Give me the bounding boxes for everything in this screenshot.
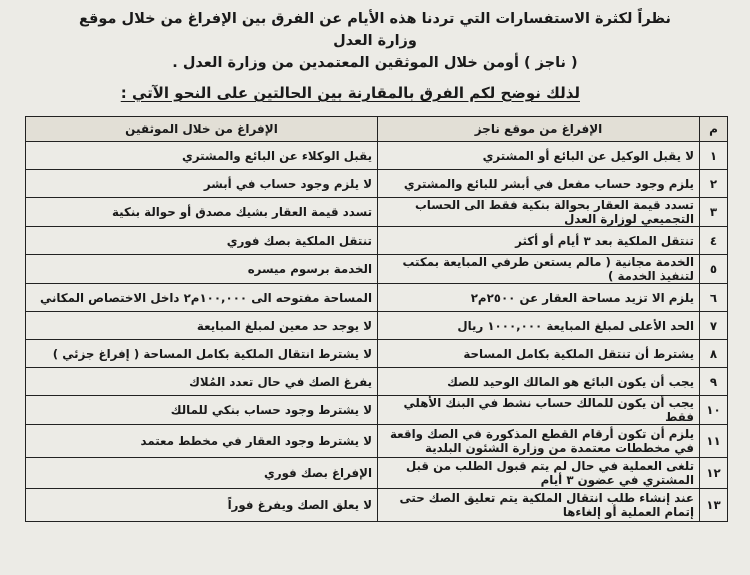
najiz-cell: الحد الأعلى لمبلغ المبايعة ١٠٠٠,٠٠٠ ريال xyxy=(378,312,700,340)
najiz-cell: تلغى العملية في حال لم يتم قبول الطلب من قبل المشتري في عضون ٣ أيام xyxy=(378,458,700,489)
notaries-cell: لا يشترط وجود حساب بنكي للمالك xyxy=(26,396,378,425)
row-number: ٧ xyxy=(700,312,728,340)
najiz-cell: الخدمة مجانية ( مالم يستعن طرفي المبايعة بمكتب لتنفيذ الخدمة ) xyxy=(378,255,700,284)
notaries-cell: المساحة مفتوحه الى ١٠٠,٠٠٠م٢ داخل الاختصاص المكاني xyxy=(26,284,378,312)
table-row xyxy=(26,198,728,227)
intro-line-2: ( ناجز ) أومن خلال الموثقين المعتمدين من وزارة العدل . xyxy=(172,55,578,71)
notaries-cell: يفرغ الصك في حال تعدد المُلاك xyxy=(26,368,378,396)
table-row xyxy=(26,458,728,489)
header-notaries: الإفراغ من خلال الموثقين xyxy=(26,117,378,142)
table-header-row xyxy=(26,117,728,142)
table-row xyxy=(26,396,728,425)
table-row xyxy=(26,227,728,255)
row-number: ٣ xyxy=(700,198,728,227)
comparison-table xyxy=(25,116,728,522)
najiz-cell: لا يقبل الوكيل عن البائع أو المشتري xyxy=(378,142,700,170)
najiz-cell: يلزم أن تكون أرقام القطع المذكورة في الصك واقعة في مخططات معتمدة من وزارة الشئون البلدية xyxy=(378,425,700,458)
najiz-cell: يشترط أن تنتقل الملكية بكامل المساحة xyxy=(378,340,700,368)
najiz-cell: تنتقل الملكية بعد ٣ أيام أو أكثر xyxy=(378,227,700,255)
row-number: ١ xyxy=(700,142,728,170)
row-number: ١٢ xyxy=(700,458,728,489)
row-number: ١٠ xyxy=(700,396,728,425)
table-row xyxy=(26,368,728,396)
notaries-cell: لا يوجد حد معين لمبلغ المبايعة xyxy=(26,312,378,340)
intro-text xyxy=(70,8,680,74)
row-number: ٤ xyxy=(700,227,728,255)
section-title: لذلك نوضح لكم الفرق بالمقارنة بين الحالتين على النحو الآتي : xyxy=(120,84,580,102)
najiz-cell: عند إنشاء طلب انتقال الملكية يتم تعليق الصك حتى إتمام العملية أو إلغاءها xyxy=(378,489,700,522)
header-num: م xyxy=(700,117,728,142)
row-number: ١١ xyxy=(700,425,728,458)
najiz-cell: يجب أن يكون للمالك حساب نشط في البنك الأهلي فقط xyxy=(378,396,700,425)
row-number: ٩ xyxy=(700,368,728,396)
row-number: ٦ xyxy=(700,284,728,312)
table-row xyxy=(26,340,728,368)
notaries-cell: لا يلزم وجود حساب في أبشر xyxy=(26,170,378,198)
row-number: ١٣ xyxy=(700,489,728,522)
row-number: ٢ xyxy=(700,170,728,198)
notaries-cell: لا يعلق الصك ويفرغ فوراً xyxy=(26,489,378,522)
notaries-cell: لا يشترط وجود العقار في مخطط معتمد xyxy=(26,425,378,458)
table-row xyxy=(26,170,728,198)
najiz-cell: يجب أن يكون البائع هو المالك الوحيد للصك xyxy=(378,368,700,396)
notaries-cell: لا يشترط انتقال الملكية بكامل المساحة ( إفراغ جزئي ) xyxy=(26,340,378,368)
najiz-cell: يلزم وجود حساب مفعل في أبشر للبائع والمشتري xyxy=(378,170,700,198)
table-row xyxy=(26,425,728,458)
najiz-cell: يلزم الا تزيد مساحة العقار عن ٢٥٠٠م٢ xyxy=(378,284,700,312)
header-najiz: الإفراغ من موقع ناجز xyxy=(378,117,700,142)
table-row xyxy=(26,489,728,522)
notaries-cell: تنتقل الملكية بصك فوري xyxy=(26,227,378,255)
row-number: ٥ xyxy=(700,255,728,284)
table-row xyxy=(26,142,728,170)
notaries-cell: تسدد قيمة العقار بشيك مصدق أو حوالة بنكية xyxy=(26,198,378,227)
notaries-cell: يقبل الوكلاء عن البائع والمشتري xyxy=(26,142,378,170)
najiz-cell: تسدد قيمة العقار بحوالة بنكية فقط الى الحساب التجميعي لوزارة العدل xyxy=(378,198,700,227)
table-row xyxy=(26,312,728,340)
table-row xyxy=(26,284,728,312)
notaries-cell: الإفراغ بصك فوري xyxy=(26,458,378,489)
table-row xyxy=(26,255,728,284)
intro-line-1: نظراً لكثرة الاستفسارات التي تردنا هذه الأيام عن الفرق بين الإفراغ من خلال موقع وزارة العدل xyxy=(79,11,671,49)
row-number: ٨ xyxy=(700,340,728,368)
notaries-cell: الخدمة برسوم ميسره xyxy=(26,255,378,284)
